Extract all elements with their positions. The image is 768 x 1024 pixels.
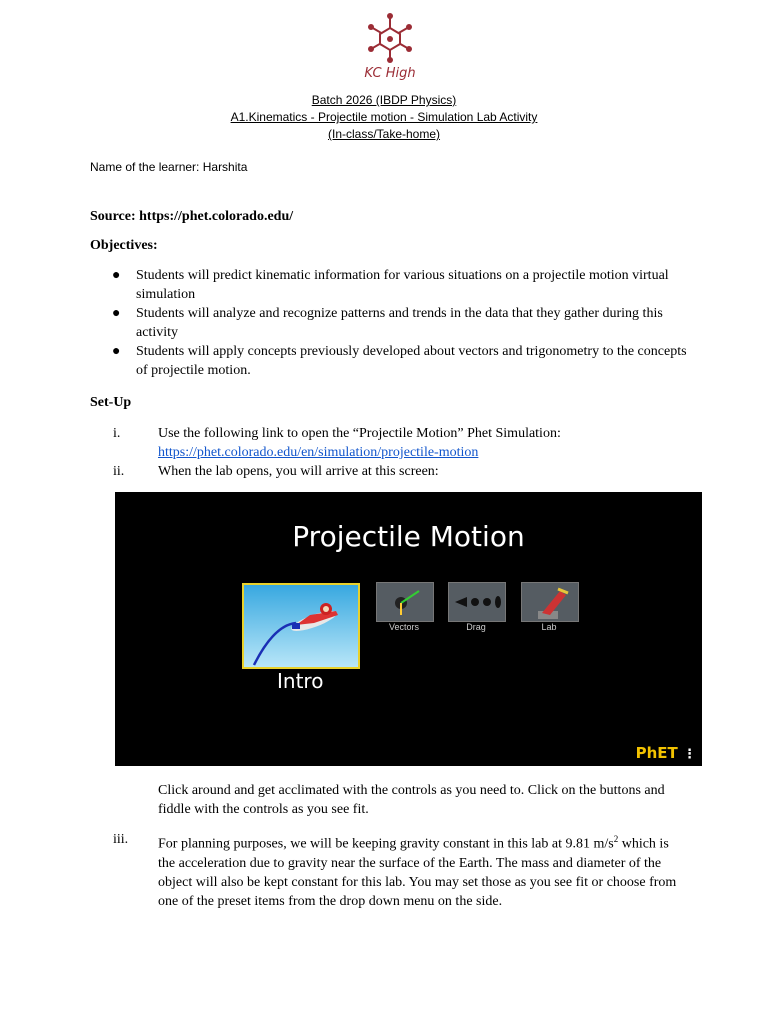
source-line: Source: https://phet.colorado.edu/	[90, 209, 294, 224]
lab-screen-button[interactable]	[521, 582, 579, 622]
list-item: ● Students will predict kinematic information for various situations on a projectile motion virtual simulation	[112, 268, 669, 302]
intro-screen-button[interactable]	[242, 583, 360, 669]
menu-icon[interactable]: ⋮	[683, 747, 696, 762]
activity-title: A1.Kinematics - Projectile motion - Simulation Lab Activity	[230, 110, 538, 124]
step-number: ii.	[113, 464, 125, 479]
vectors-label: Vectors	[388, 622, 419, 632]
phet-logo[interactable]: PhET ⋮	[635, 744, 696, 762]
step-text: Use the following link to open the “Projectile Motion” Phet Simulation:	[158, 426, 561, 441]
batch-heading: Batch 2026 (IBDP Physics)	[311, 93, 457, 107]
simulation-title: Projectile Motion	[292, 520, 525, 553]
phet-simulation-screenshot	[115, 492, 702, 766]
learner-name: Name of the learner: Harshita	[90, 160, 248, 174]
objectives-heading: Objectives:	[90, 238, 158, 253]
drag-screen-button[interactable]	[448, 582, 506, 622]
lab-label: Lab	[541, 622, 557, 632]
acclimate-paragraph: Click around and get acclimated with the controls as you need to. Click on the buttons and fiddle with the controls as you see fit.	[158, 783, 665, 817]
cannon-icon	[522, 583, 578, 621]
snowflake-emblem-icon	[360, 10, 420, 66]
step-number: iii.	[113, 832, 129, 847]
drag-shapes-icon	[449, 583, 505, 621]
step-text: When the lab opens, you will arrive at this screen:	[158, 464, 439, 479]
step-text: For planning purposes, we will be keeping gravity constant in this lab at 9.81 $m/s^2$ which is the acceleration due to gravity near the surface of the Earth. The mass and diameter of the object will also be kept constant for this lab. You may set those as you see fit or choose from one of the preset items from the drop down menu on the side.	[158, 834, 677, 909]
logo-text: KC High	[364, 66, 416, 81]
intro-label: Intro	[277, 669, 324, 693]
list-item: ● Students will analyze and recognize patterns and trends in the data that they gather during this activity	[112, 306, 663, 340]
activity-mode: (In-class/Take-home)	[327, 127, 441, 141]
setup-heading: Set-Up	[90, 395, 132, 410]
cannon-vector-icon	[377, 583, 433, 621]
list-item: ● Students will apply concepts previously developed about vectors and trigonometry to the concepts of projectile motion.	[112, 344, 687, 378]
drag-label: Drag	[466, 622, 486, 632]
simulation-link[interactable]: https://phet.colorado.edu/en/simulation/projectile-motion	[158, 445, 479, 460]
superhero-trajectory-icon	[244, 585, 358, 667]
school-logo	[360, 10, 420, 88]
step-number: i.	[113, 426, 121, 441]
objectives-list	[90, 266, 690, 380]
vectors-screen-button[interactable]	[376, 582, 434, 622]
